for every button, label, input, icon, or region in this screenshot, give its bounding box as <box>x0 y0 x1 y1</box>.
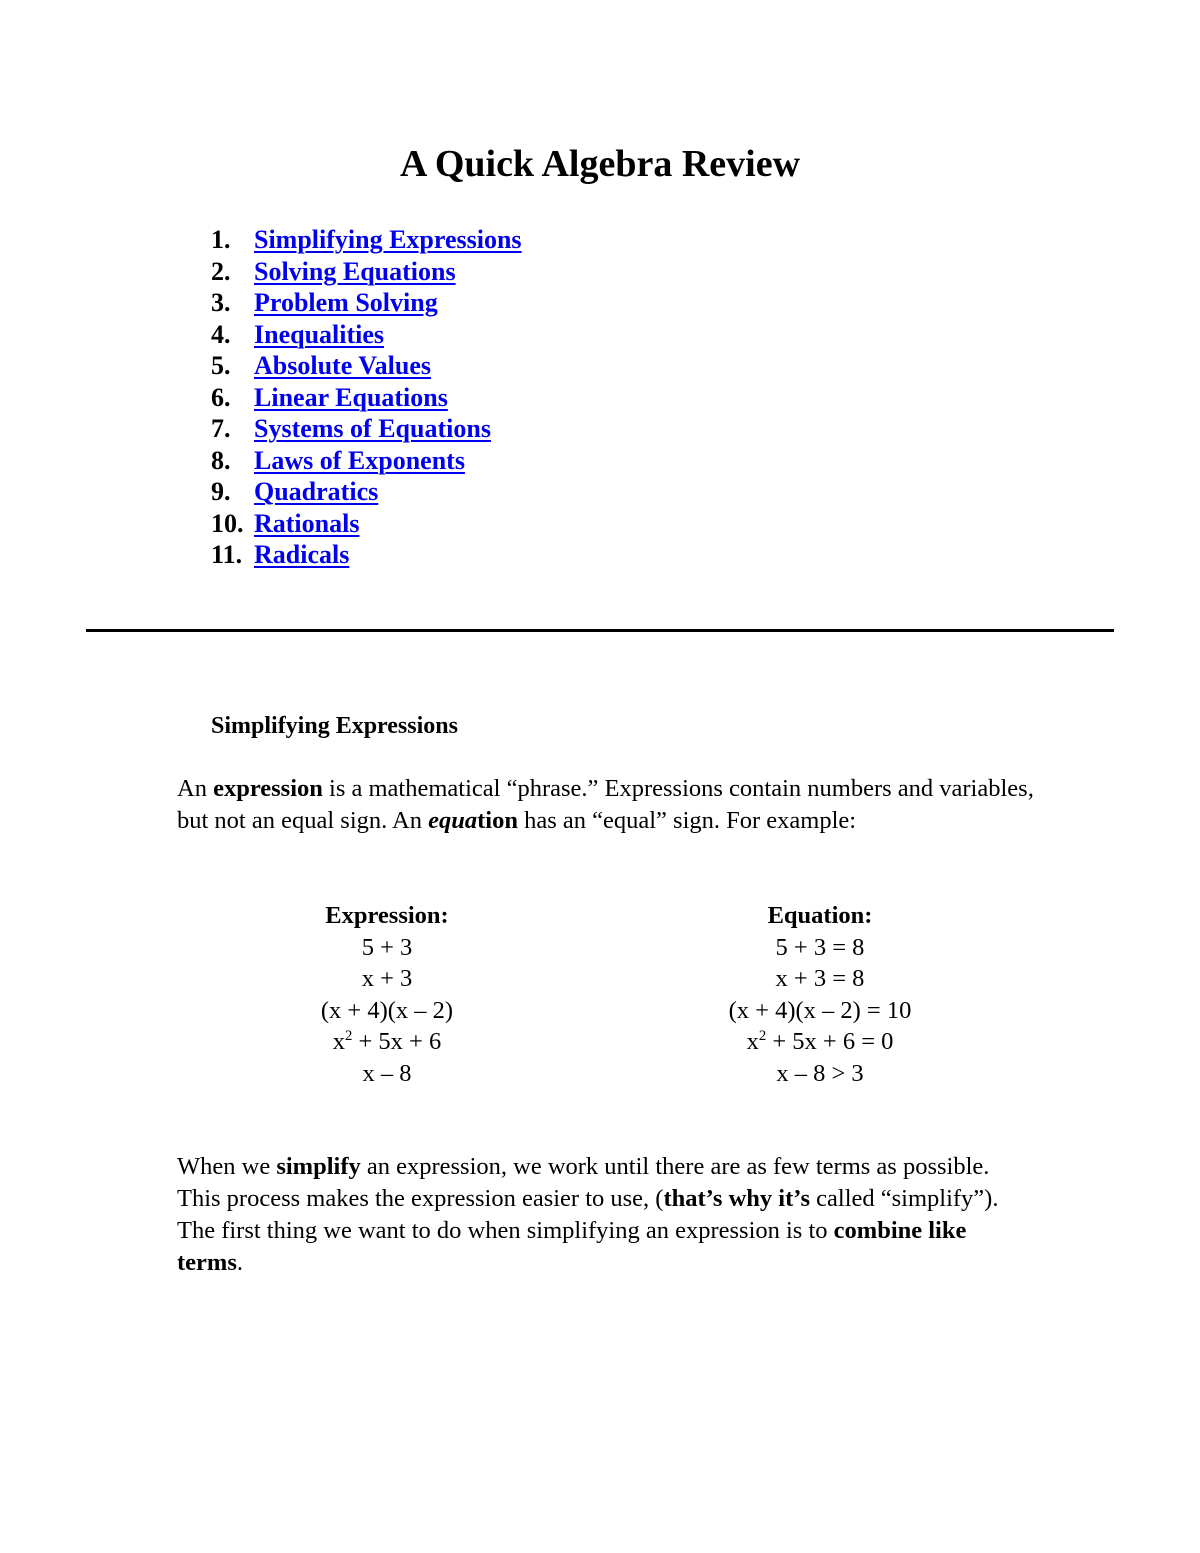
toc-item <box>211 319 522 351</box>
toc-number: 2. <box>211 256 231 286</box>
table-of-contents <box>211 224 522 571</box>
horizontal-divider <box>86 629 1114 632</box>
toc-number: 3. <box>211 288 231 317</box>
expression-base: x <box>332 1028 345 1055</box>
text-run: An <box>177 775 214 802</box>
equation-base: x <box>746 1028 759 1055</box>
toc-number: 8. <box>211 445 231 475</box>
toc-link-simplifying-expressions[interactable]: Simplifying Expressions <box>254 225 522 254</box>
equation-row: x + 3 = 8 <box>775 965 865 992</box>
term-simplify: simplify <box>276 1153 361 1180</box>
emphasis-text: that’s why it’s <box>663 1185 811 1212</box>
text-run: an expression, we work until there are as few terms as possible. This process makes the expression easier to use, ( <box>177 1153 990 1212</box>
toc-item <box>211 287 522 319</box>
toc-item <box>211 508 522 540</box>
text-run: called “simplify”). The first thing we want to do when simplifying an expression is to <box>177 1185 999 1244</box>
expression-row: x – 8 <box>362 1059 412 1087</box>
section-heading: Simplifying Expressions <box>211 713 458 739</box>
toc-number: 7. <box>211 414 231 443</box>
toc-link-problem-solving[interactable]: Problem Solving <box>254 288 438 317</box>
intro-paragraph <box>177 773 1037 837</box>
toc-link-linear-equations[interactable]: Linear Equations <box>254 382 448 412</box>
simplify-paragraph <box>177 1151 1037 1279</box>
toc-link-quadratics[interactable]: Quadratics <box>254 477 379 506</box>
toc-link-inequalities[interactable]: Inequalities <box>254 319 385 349</box>
toc-number: 11. <box>211 540 243 569</box>
toc-item <box>211 476 522 508</box>
toc-link-rationals[interactable]: Rationals <box>254 508 360 538</box>
term-equation-part1: equa <box>428 807 478 834</box>
expression-row: 5 + 3 <box>361 933 413 961</box>
toc-number: 1. <box>211 225 231 254</box>
text-run: has an “equal” sign. For example: <box>517 807 857 834</box>
toc-link-absolute-values[interactable]: Absolute Values <box>254 351 431 380</box>
toc-item <box>211 539 522 571</box>
expression-row: x + 3 <box>361 965 413 992</box>
equation-header: Equation: <box>767 902 873 929</box>
toc-item <box>211 350 522 382</box>
toc-item <box>211 445 522 477</box>
expression-column <box>232 900 542 1089</box>
text-run: . <box>236 1249 243 1276</box>
toc-item <box>211 413 522 445</box>
toc-number: 5. <box>211 351 231 380</box>
term-equation-part2: tion <box>477 807 518 834</box>
toc-number: 10. <box>211 508 244 538</box>
toc-item <box>211 256 522 288</box>
toc-number: 9. <box>211 477 231 506</box>
term-combine-like-terms: combine like terms <box>177 1217 967 1276</box>
exponent: 2 <box>758 1027 767 1044</box>
toc-number: 6. <box>211 382 231 412</box>
expression-row <box>232 1026 542 1058</box>
equation-row <box>660 1026 980 1058</box>
equation-rest: + 5x + 6 = 0 <box>766 1028 894 1055</box>
toc-link-systems-of-equations[interactable]: Systems of Equations <box>254 414 491 443</box>
toc-link-radicals[interactable]: Radicals <box>254 540 350 569</box>
text-run: is a mathematical “phrase.” Expressions contain numbers and variables, but not an equal sign. An <box>177 775 1034 834</box>
equation-column <box>660 900 980 1089</box>
equation-row: x – 8 > 3 <box>776 1059 864 1087</box>
equation-row: (x + 4)(x – 2) = 10 <box>728 996 912 1024</box>
toc-link-laws-of-exponents[interactable]: Laws of Exponents <box>254 445 465 475</box>
expression-row: (x + 4)(x – 2) <box>320 996 454 1024</box>
page-title: A Quick Algebra Review <box>399 143 801 185</box>
term-expression: expression <box>213 775 323 802</box>
equation-row: 5 + 3 = 8 <box>775 933 865 961</box>
expression-header: Expression: <box>325 902 449 929</box>
toc-item <box>211 224 522 256</box>
toc-link-solving-equations[interactable]: Solving Equations <box>254 256 456 286</box>
exponent: 2 <box>345 1027 353 1044</box>
text-run: When we <box>177 1153 277 1180</box>
toc-number: 4. <box>211 319 231 349</box>
toc-item <box>211 382 522 414</box>
expression-rest: + 5x + 6 <box>352 1028 442 1055</box>
